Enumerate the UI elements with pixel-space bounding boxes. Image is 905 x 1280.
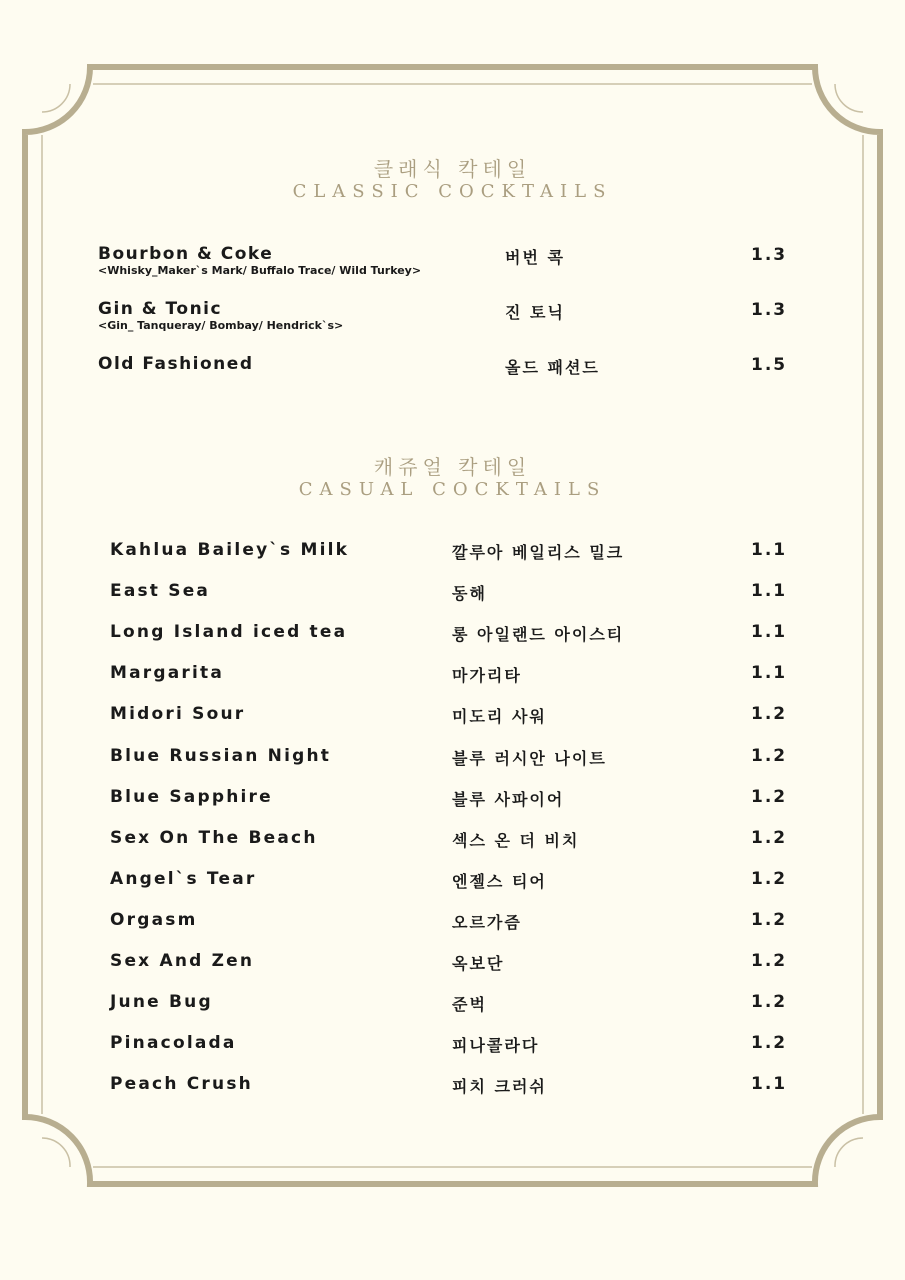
item-price: 1.1 — [751, 663, 788, 684]
item-name: Margarita — [110, 663, 225, 684]
item-price: 1.5 — [751, 355, 788, 375]
item-name: Pinacolada — [110, 1033, 237, 1054]
item-name-korean: 준벅 — [452, 995, 487, 1015]
item-name: Blue Russian Night — [110, 745, 332, 766]
item-name: Angel`s Tear — [110, 868, 257, 889]
item-price: 1.1 — [751, 581, 788, 602]
item-name-korean: 깔루아 베일리스 밀크 — [452, 543, 625, 562]
item-price: 1.2 — [751, 1033, 788, 1054]
item-name: East Sea — [110, 581, 211, 602]
classic-title-korean: 클래식 칵테일 — [373, 157, 532, 181]
item-price: 1.2 — [751, 704, 788, 725]
item-name: Sex On The Beach — [110, 827, 318, 848]
item-name: Sex And Zen — [110, 951, 255, 971]
item-name-korean: 진 토닉 — [505, 303, 565, 322]
item-price: 1.3 — [751, 245, 788, 265]
item-name: June Bug — [110, 992, 213, 1013]
item-name-korean: 피치 크러쉬 — [452, 1077, 547, 1097]
item-name: Old Fashioned — [98, 354, 254, 374]
item-price: 1.1 — [751, 540, 788, 560]
item-price: 1.2 — [751, 745, 788, 766]
item-name-korean: 롱 아일랜드 아이스티 — [452, 625, 625, 645]
item-name-korean: 엔젤스 티어 — [452, 871, 547, 891]
item-name: Blue Sapphire — [110, 786, 273, 807]
item-name-korean: 블루 러시안 나이트 — [452, 748, 607, 768]
item-name-korean: 마가리타 — [452, 666, 522, 686]
casual-title-english: CASUAL COCKTAILS — [298, 479, 607, 500]
item-name-korean: 섹스 온 더 비치 — [452, 830, 580, 850]
item-name: Orgasm — [110, 909, 198, 930]
item-price: 1.2 — [751, 992, 788, 1013]
item-name-korean: 블루 사파이어 — [452, 789, 565, 809]
item-price: 1.3 — [751, 300, 788, 320]
item-name-korean: 오르가즘 — [452, 912, 522, 932]
item-name: Kahlua Bailey`s Milk — [110, 540, 350, 560]
item-price: 1.2 — [751, 868, 788, 889]
item-name: Gin & Tonic — [98, 299, 223, 319]
item-price: 1.2 — [751, 951, 788, 971]
item-description: <Gin_ Tanqueray/ Bombay/ Hendrick`s> — [98, 319, 344, 332]
classic-title-english: CLASSIC COCKTAILS — [292, 181, 613, 202]
item-name: Midori Sour — [110, 704, 246, 725]
item-name-korean: 미도리 사워 — [452, 707, 547, 727]
item-name-korean: 버번 콕 — [505, 248, 565, 267]
item-price: 1.1 — [751, 1074, 788, 1095]
item-name-korean: 피나콜라다 — [452, 1036, 540, 1056]
item-price: 1.1 — [751, 622, 788, 643]
item-price: 1.2 — [751, 827, 788, 848]
item-description: <Whisky_Maker`s Mark/ Buffalo Trace/ Wild Turkey> — [98, 264, 422, 277]
item-name: Bourbon & Coke — [98, 244, 274, 264]
item-name: Long Island iced tea — [110, 622, 348, 643]
item-name-korean: 올드 패션드 — [505, 358, 600, 377]
item-price: 1.2 — [751, 786, 788, 807]
item-name: Peach Crush — [110, 1074, 253, 1095]
casual-title-korean: 캐쥬얼 칵테일 — [373, 455, 532, 479]
item-name-korean: 옥보단 — [452, 954, 505, 973]
item-price: 1.2 — [751, 909, 788, 930]
item-name-korean: 동해 — [452, 584, 487, 604]
